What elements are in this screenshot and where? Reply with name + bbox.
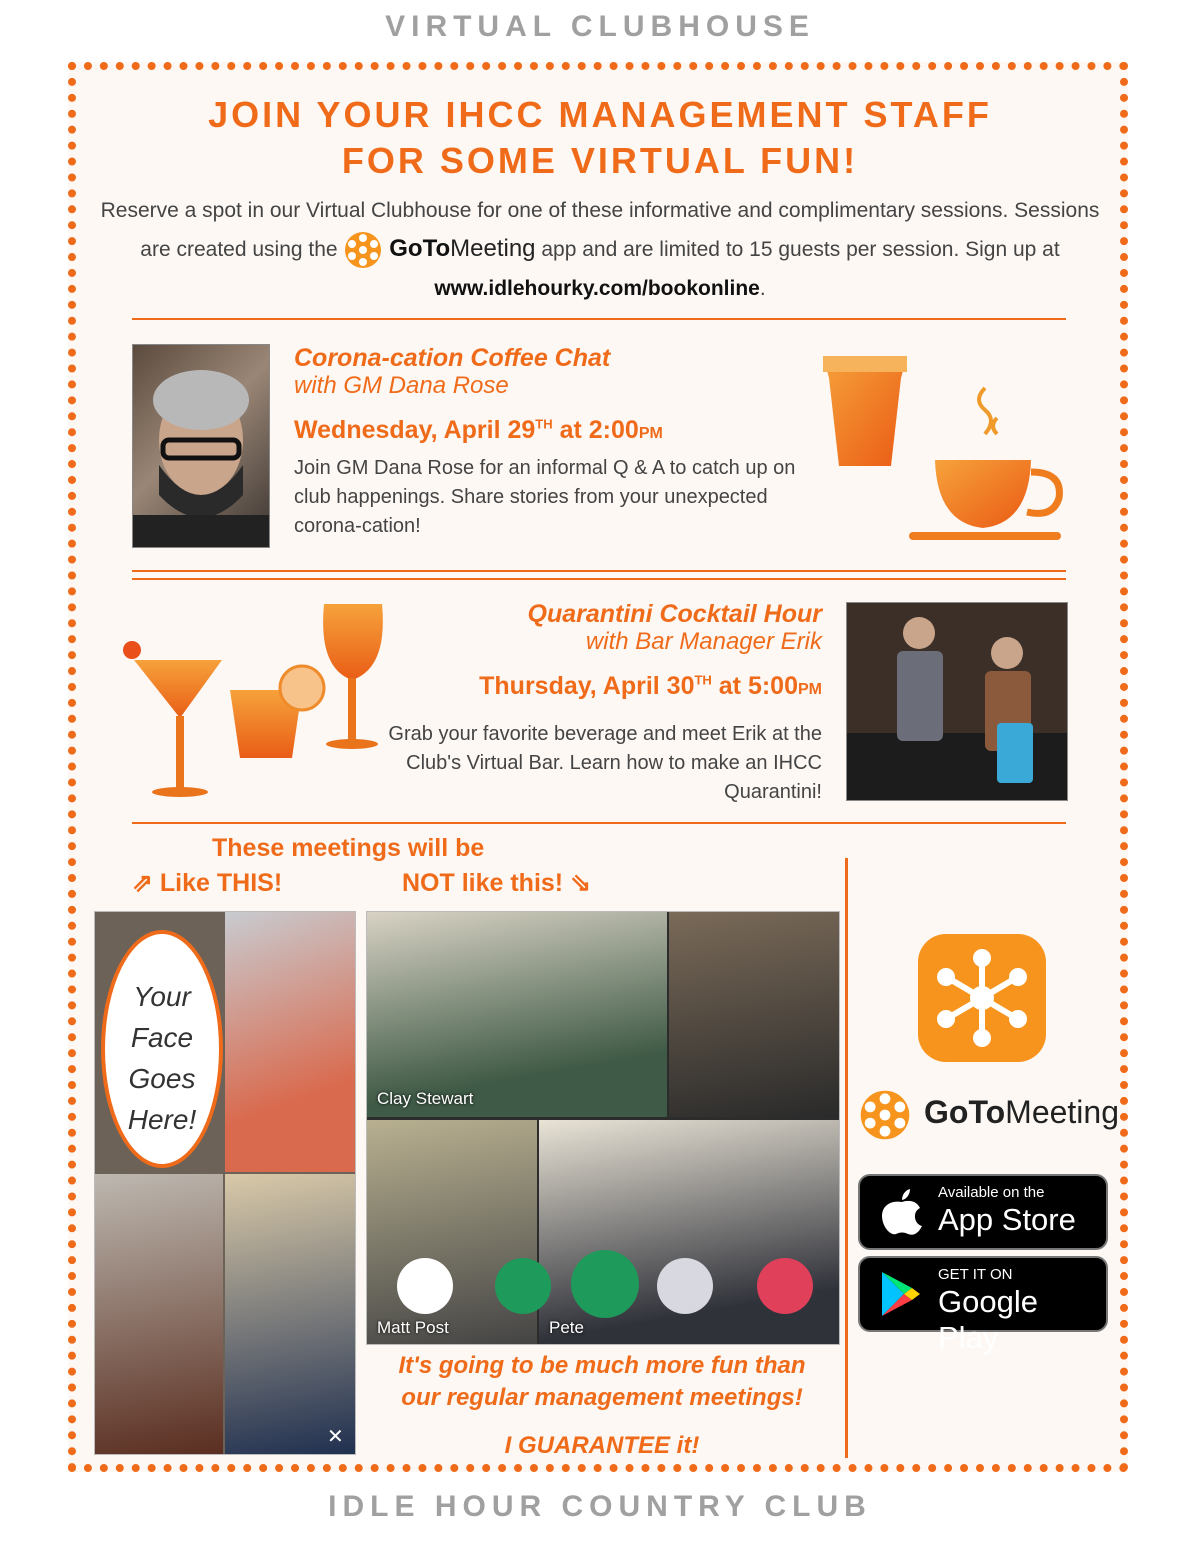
coffee-icon [815, 348, 1075, 553]
microphone-button[interactable] [571, 1250, 639, 1318]
cocktail-glasses-icon [112, 598, 392, 802]
gotomeeting-brand: GoToMeeting [924, 1094, 1119, 1130]
meetings-note: These meetings will be [212, 834, 485, 862]
divider [132, 570, 1066, 572]
event2-subtitle: with Bar Manager Erik [585, 628, 822, 655]
not-like-this-label: NOT like this! ⇘ [402, 869, 592, 897]
gotomeeting-icon [343, 230, 383, 270]
divider [132, 318, 1066, 320]
event1-title: Corona-cation Coffee Chat [294, 344, 611, 372]
app-store-badge[interactable]: Available on the App Store [858, 1174, 1108, 1250]
desktop-meeting-screenshot [366, 911, 840, 1345]
page-title [0, 92, 1200, 184]
gotomeeting-logo-icon [858, 1088, 912, 1142]
hang-up-button[interactable] [757, 1258, 813, 1314]
like-this-label: ⇗ Like THIS! [132, 869, 283, 897]
divider [132, 578, 1066, 580]
video-tile [95, 1174, 223, 1454]
title-line-2: FOR SOME VIRTUAL FUN! [341, 140, 859, 181]
event2-date: Thursday, April 30TH at 5:00PM [479, 672, 822, 700]
more-options-button[interactable] [397, 1258, 453, 1314]
title-line-1: JOIN YOUR IHCC MANAGEMENT STAFF [208, 94, 992, 135]
screen-share-button[interactable] [657, 1258, 713, 1314]
event1-date: Wednesday, April 29TH at 2:00PM [294, 416, 663, 444]
gotomeeting-app-icon [916, 932, 1048, 1064]
intro-paragraph: Reserve a spot in our Virtual Clubhouse for one of these informative and complimentary sessions. Sessions are created using the GoToMeeting app and are limited to 15 guests per session. Sign up at www.idlehourky.com/bookonline. [100, 199, 1100, 301]
video-tile [669, 912, 839, 1117]
google-play-icon [878, 1270, 922, 1318]
guarantee-text: It's going to be much more fun than our regular management meetings! I GUARANTEE it! [398, 1352, 806, 1459]
close-icon[interactable]: ✕ [327, 1426, 344, 1448]
intro-text-1: Reserve a spot in our Virtual Clubhouse for one of these informative and complimentary sessions. Sessions are created using the [100, 199, 1100, 261]
phone-video-screenshot [94, 911, 356, 1455]
camera-button[interactable] [495, 1258, 551, 1314]
video-tile-clay: Clay Stewart [367, 912, 667, 1117]
photo-dana-rose [132, 344, 270, 548]
event1-description: Join GM Dana Rose for an informal Q & A to catch up on club happenings. Share stories from your unexpected corona-cation! [294, 457, 796, 537]
gotomeeting-wordmark: GoToMeeting [389, 235, 536, 262]
intro-text-2: app and are limited to 15 guests per session. Sign up at [541, 238, 1060, 261]
video-tile [225, 1174, 355, 1454]
video-tile-pete: Pete [539, 1120, 839, 1344]
vertical-divider [845, 858, 848, 1458]
video-tile [225, 912, 355, 1172]
event2-description: Grab your favorite beverage and meet Erik at the Club's Virtual Bar. Learn how to make an IHCC Quarantini! [388, 723, 822, 803]
event2-title: Quarantini Cocktail Hour [527, 600, 822, 628]
your-face-oval: Your Face Goes Here! [101, 930, 223, 1168]
bottom-banner: IDLE HOUR COUNTRY CLUB [328, 1490, 872, 1523]
video-tile-matt: Matt Post [367, 1120, 537, 1344]
divider [132, 822, 1066, 824]
signup-link[interactable]: www.idlehourky.com/bookonline [434, 277, 760, 301]
google-play-badge[interactable]: GET IT ON Google Play [858, 1256, 1108, 1332]
event1-subtitle: with GM Dana Rose [294, 372, 509, 399]
top-banner: VIRTUAL CLUBHOUSE [385, 10, 815, 43]
apple-icon [880, 1188, 924, 1236]
photo-bar-staff [846, 602, 1068, 801]
